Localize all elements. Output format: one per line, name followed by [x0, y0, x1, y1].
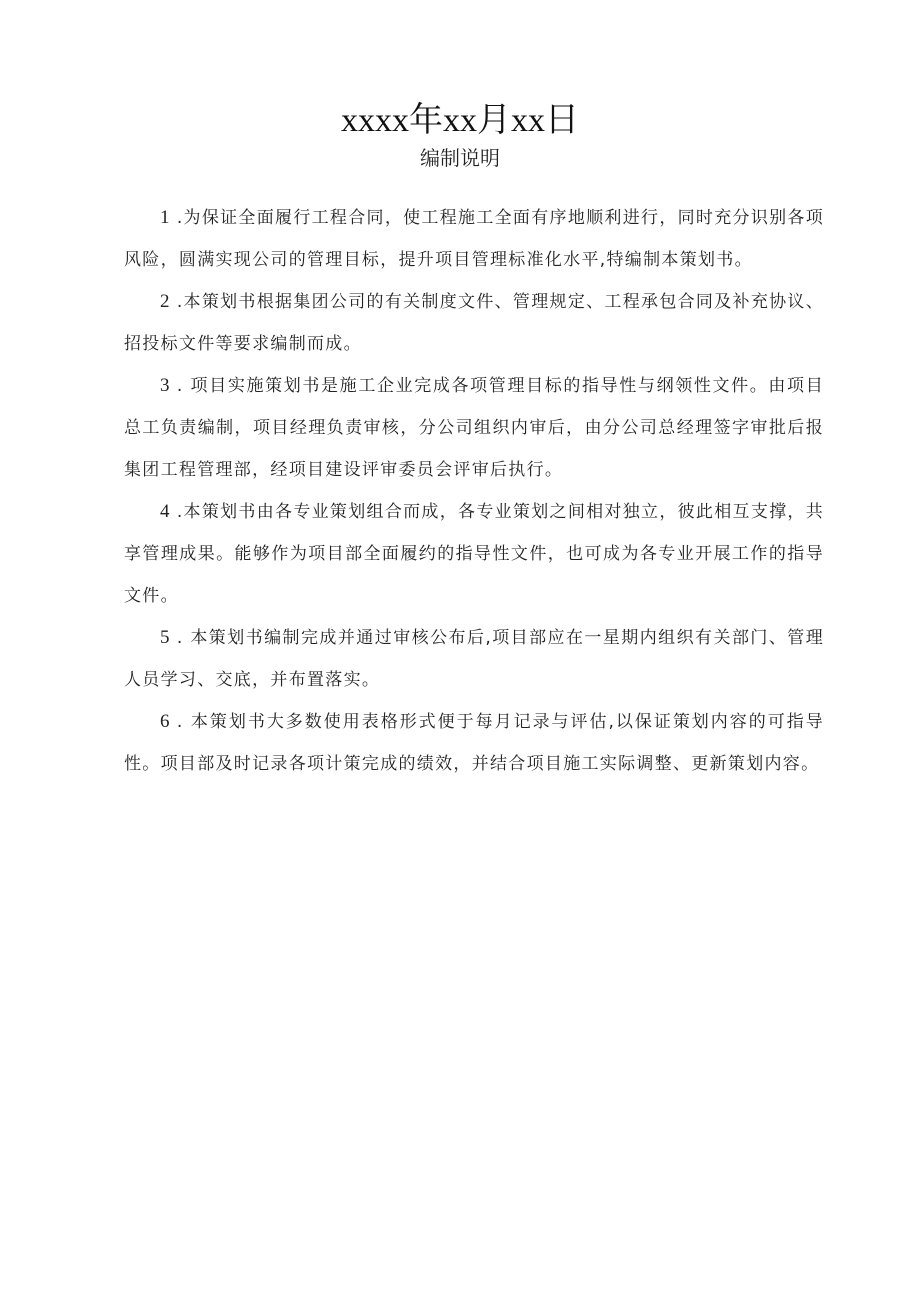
paragraph-5: [124, 617, 824, 701]
paragraph-3: [124, 365, 824, 491]
paragraph-text: .本策划书根据集团公司的有关制度文件、管理规定、工程承包合同及补充协议、招投标文件等要求编制而成。: [124, 292, 825, 354]
paragraph-1: [124, 197, 824, 281]
paragraph-number: 5: [160, 627, 171, 648]
paragraph-text: .本策划书由各专业策划组合而成，各专业策划之间相对独立，彼此相互支撑，共享管理成果。能够作为项目部全面履约的指导性文件，也可成为各专业开展工作的指导文件。: [124, 502, 825, 606]
document-title: 编制说明: [420, 146, 500, 170]
paragraph-text: . 本策划书大多数使用表格形式便于每月记录与评估,以保证策划内容的可指导性。项目部及时记录各项计策完成的绩效，并结合项目施工实际调整、更新策划内容。: [124, 712, 824, 774]
document-body: [124, 197, 824, 785]
paragraph-text: .为保证全面履行工程合同，使工程施工全面有序地顺利进行，同时充分识别各项风险，圆满实现公司的管理目标，提升项目管理标准化水平,特编制本策划书。: [124, 208, 825, 270]
paragraph-number: 3: [160, 375, 171, 396]
paragraph-2: [124, 281, 824, 365]
paragraph-text: . 项目实施策划书是施工企业完成各项管理目标的指导性与纲领性文件。由项目总工负责编制，项目经理负责审核，分公司组织内审后，由分公司总经理签字审批后报集团工程管理部，经项目建设评审委员会评审后执行。: [124, 376, 824, 480]
paragraph-number: 4: [160, 501, 171, 522]
date-line: xxxx年xx月xx日: [341, 102, 579, 139]
paragraph-number: 6: [160, 711, 171, 732]
paragraph-4: [124, 491, 824, 617]
paragraph-number: 1: [160, 207, 171, 228]
paragraph-number: 2: [160, 291, 171, 312]
paragraph-6: [124, 701, 824, 785]
paragraph-text: . 本策划书编制完成并通过审核公布后,项目部应在一星期内组织有关部门、管理人员学习、交底，并布置落实。: [124, 628, 824, 690]
